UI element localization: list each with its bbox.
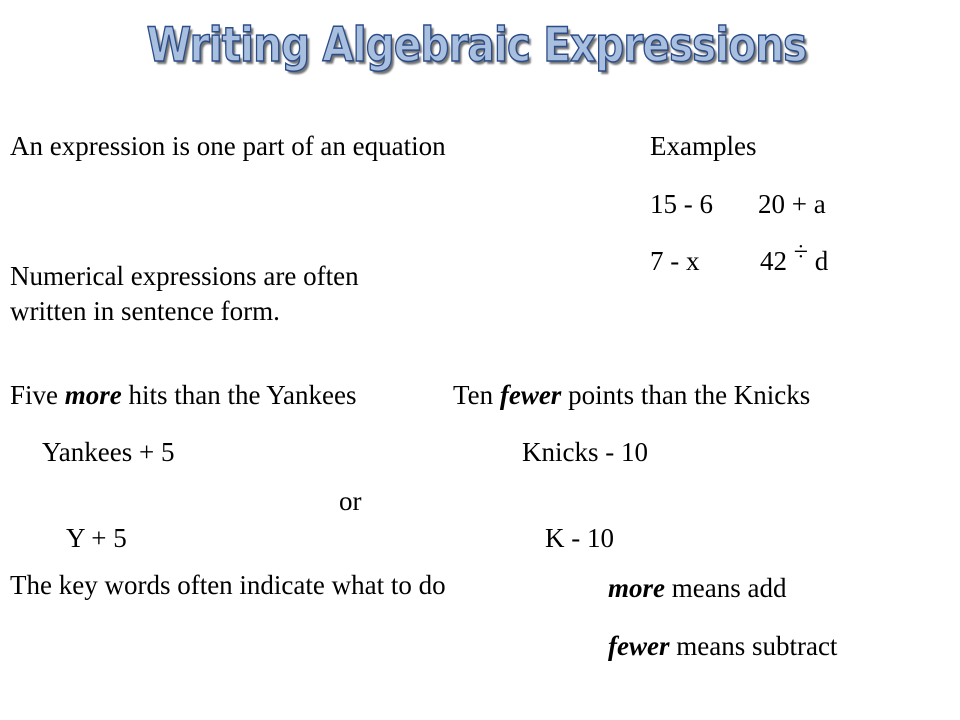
key-words-text: The key words often indicate what to do (10, 570, 446, 600)
sentence-suffix: hits than the Yankees (121, 380, 357, 410)
sentence-prefix: Five (10, 380, 65, 410)
numerical-text-line1: Numerical expressions are often (10, 261, 359, 291)
sentence-prefix: Ten (453, 380, 500, 410)
keyword-fewer: fewer (499, 380, 562, 410)
division-variable: d (814, 246, 829, 276)
fewer-example-sentence (453, 379, 810, 411)
fewer-expression: Knicks - 10 (522, 437, 648, 467)
example-expression-division (760, 237, 829, 278)
meaning-fewer (608, 630, 837, 662)
slide-title: Writing Algebraic Expressions (146, 18, 807, 73)
or-label: or (339, 486, 362, 516)
meaning-keyword: fewer (608, 631, 670, 661)
example-expression: 7 - x (650, 246, 700, 276)
more-example-sentence (10, 379, 357, 411)
examples-heading: Examples (650, 131, 757, 161)
meaning-rest: means subtract (669, 631, 838, 661)
meaning-more (608, 572, 786, 604)
division-number: 42 (760, 246, 787, 276)
more-expression: Yankees + 5 (42, 437, 175, 467)
sentence-suffix: points than the Knicks (561, 380, 811, 410)
meaning-keyword: more (608, 573, 665, 603)
division-sign-icon: ÷ (793, 237, 809, 266)
intro-text: An expression is one part of an equation (10, 131, 446, 161)
more-short-expression: Y + 5 (66, 523, 127, 553)
fewer-short-expression: K - 10 (545, 523, 614, 553)
numerical-text-line2: written in sentence form. (10, 296, 280, 326)
example-expression: 20 + a (758, 189, 826, 219)
meaning-rest: means add (665, 573, 787, 603)
keyword-more: more (64, 380, 122, 410)
example-expression: 15 - 6 (650, 189, 713, 219)
